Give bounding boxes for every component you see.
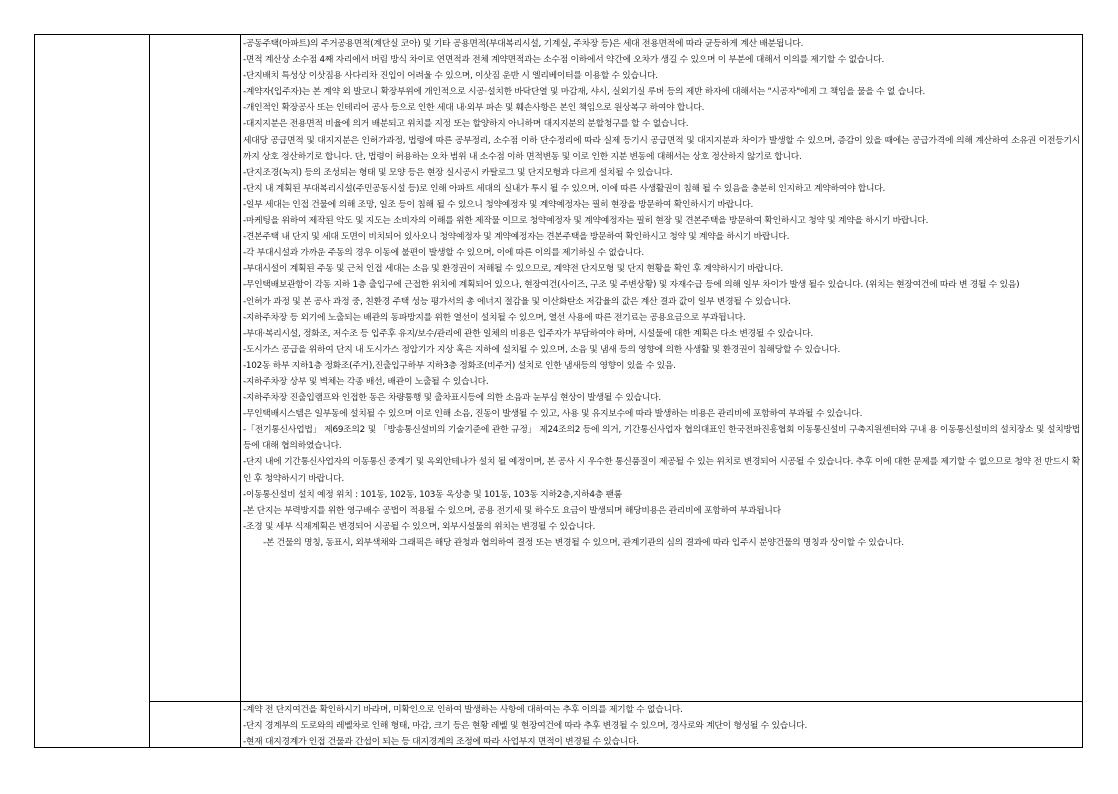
notes-upper-cell — [243, 36, 1080, 700]
notice-item: -현재 대지경계가 인접 건물과 간섭이 되는 등 대지경계의 조정에 따라 사업부지 면적이 변경될 수 있습니다. — [243, 737, 639, 748]
notice-item: -면적 계산상 소수점 4째 자리에서 버림 방식 차이로 연면적과 전체 계약면적과는 소수점 이하에서 약간에 오차가 생길 수 있으며 이 부분에 대해서 이의를 제기할 수 없습니다. — [243, 55, 885, 66]
notice-item: -단지조경(녹지) 등의 조성되는 형태 및 모양 등은 현장 실시공시 카탈로그 및 단지모형과 다르게 설치될 수 있습니다. — [243, 167, 673, 178]
notice-item: 세대당 공급면적 및 대지지분은 인허가과정, 법령에 따른 공부정리, 소수점 이하 단수정리에 따라 실제 등기시 공급면적 및 대지지분과 차이가 발생할 수 있으며, 증감이 있을 때에는 공급가격에 의해 계산하여 소유권 이전등기시까지 상호 정산하기로 합니다. 단, 법령이 허용하는 오차 범위 내 소수점 이하 면적변동 및 이로 인한 지분 변동에 대해서는 상호 정산하지 않기로 합니다. — [243, 135, 1080, 162]
notice-item: -각 부대시설과 가까운 주동의 경우 이동에 불편이 발생할 수 있으며, 이에 따른 이의를 제기하실 수 없습니다. — [243, 248, 644, 259]
notice-item: -지하주차장 등 외기에 노출되는 배관의 동파방지를 위한 열선이 설치될 수 있으며, 열선 사용에 따른 전기료는 공용요금으로 부과됩니다. — [243, 312, 746, 323]
notice-item: -지하주차장 상부 및 벽체는 각종 배선, 배관이 노출될 수 있습니다. — [243, 376, 489, 387]
column-divider-1 — [149, 35, 150, 747]
notice-item: -「전기통신사업법」 제69조의2 및 「방송통신설비의 기술기준에 관한 규정」 제24조의2 등에 의거, 기간통신사업자 협의대표인 한국전파진흥협회 이동통신설비 구축지원센터와 구내 용 이동통신설비의 설치장소 및 설치방법 등에 대해 협의하였습니다. — [243, 425, 1080, 452]
notice-item: -102동 하부 지하1층 정화조(주거),진출입구하부 지하3층 정화조(비주거) 설치로 인한 냄새등의 영향이 있을 수 있음. — [243, 360, 676, 371]
notes-lower-cell — [243, 702, 1080, 748]
notice-item: -무인택배보관함이 각동 지하 1층 출입구에 근접한 위치에 계획되어 있으나, 현장여건(사이즈, 구조 및 주변상황) 및 자재수급 등에 의해 일부 차이가 발생 될수 있습니다. (위치는 현장여건에 따라 변 경될 수 있음) — [243, 280, 1020, 291]
notice-item: -본 건물의 명칭, 동표시, 외부색채와 그래픽은 해당 관청과 협의하여 결정 또는 변경될 수 있으며, 관계기관의 심의 결과에 따라 입주시 분양건물의 명칭과 상이할 수 있습니다. — [263, 537, 904, 548]
notice-item: -견본주택 내 단지 및 세대 도면이 비치되어 있사오니 청약예정자 및 계약예정자는 견본주택을 방문하여 확인하시고 청약 및 계약을 하시기 바랍니다. — [243, 232, 790, 243]
notice-item: -계약자(입주자)는 본 계약 외 발코니 확장부위에 개인적으로 시공·설치한 바닥단열 및 마감재, 샤시, 실외기실 루버 등의 제반 하자에 대해서는 "시공자"에게 그 책임을 물을 수 없 습니다. — [243, 87, 926, 98]
notice-item: -공동주택(아파트)의 주거공용면적(계단실 코아) 및 기타 공용면적(부대복리시설, 기계실, 주차장 등)은 세대 전용면적에 따라 균등하게 계산 배분됩니다. — [243, 39, 804, 49]
notice-item: -무인택배시스템은 일부동에 설치될 수 있으며 이로 인해 소음, 진동이 발생될 수 있고, 사용 및 유지보수에 따라 발생하는 비용은 관리비에 포함하여 부과될 수 있습니다. — [243, 409, 863, 420]
notice-item: -부대시설이 계획된 주동 및 근처 인접 세대는 소음 및 환경권이 저해될 수 있으므로, 계약전 단지모형 및 단지 현황을 확인 후 계약하시기 바랍니다. — [243, 264, 783, 275]
notice-item: -계약 전 단지여건을 확인하시기 바라며, 미확인으로 인하여 발생하는 사항에 대하여는 추후 이의를 제기할 수 없습니다. — [243, 705, 683, 715]
notice-item: -단지 내에 기간통신사업자의 이동통신 중계기 및 옥외안테나가 설치 될 예정이며, 본 공사 시 우수한 통신품질이 제공될 수 있는 위치로 변경되어 시공될 수 있습니다. 추후 이에 대한 문제를 제기할 수 없으므로 청약 전 반드시 확인 후 청약하시기 바랍니다. — [243, 457, 1080, 484]
notice-item: -마케팅을 위하여 제작된 악도 및 지도는 소비자의 이해를 위한 제작물 이므로 청약예정자 및 계약예정자는 필히 현장 및 견본주택을 방문하여 확인하시고 청약 및 계약을 하시기 바랍니다. — [243, 216, 929, 227]
notice-item: -본 단지는 부력방지를 위한 영구배수 공법이 적용될 수 있으며, 공용 전기세 및 하수도 요금이 발생되며 해당비용은 관리비에 포함하여 부과됩니다 — [243, 505, 781, 516]
notice-item: -대지지분은 전용면적 비율에 의거 배분되고 위치를 지정 또는 할양하지 아니하며 대지지분의 분할청구를 할 수 없습니다. — [243, 119, 689, 130]
notice-item: -일부 세대는 인접 건물에 의해 조망, 일조 등이 침해 될 수 있으니 청약예정자 및 계약예정자는 필히 현장을 방문하여 확인하시기 바랍니다. — [243, 199, 754, 210]
notice-item: -단지배치 특성상 이삿짐용 사다리차 진입이 어려울 수 있으며, 이삿짐 운반 시 엘리베이터를 이용할 수 있습니다. — [243, 71, 658, 82]
notice-item: -도시가스 공급을 위하여 단지 내 도시가스 정압기가 지상 혹은 지하에 설치될 수 있으며, 소음 및 냄새 등의 영향에 의한 사생활 및 환경권이 침해당할 수 있습니다. — [243, 344, 840, 355]
notice-item: -개인적인 확장공사 또는 인테리어 공사 등으로 인한 세대 내·외부 파손 및 훼손사항은 본인 책임으로 원상복구 하여야 합니다. — [243, 103, 705, 114]
column-divider-2 — [240, 35, 241, 747]
notice-item: -지하주차장 진출입램프와 인접한 동은 차량통행 및 출차표시등에 의한 소음과 눈부심 현상이 발생될 수 있습니다. — [243, 393, 661, 404]
notice-item: -부대·복리시설, 정화조, 저수조 등 입주후 유지/보수/관리에 관한 일체의 비용은 입주자가 부담하여야 하며, 시설물에 대한 계획은 다소 변경될 수 있습니다. — [243, 328, 814, 339]
notice-item: -단지 내 계획된 부대복리시설(주민공동시설 등)로 인해 아파트 세대의 실내가 투시 될 수 있으며, 이에 따른 사생활권이 침해 될 수 있음을 충분히 인지하고 계약하여야 합니다. — [243, 183, 886, 194]
notice-item: -단지 경계부의 도로와의 레벨차로 인해 형태, 마감, 크기 등은 현황 레벨 및 현장여건에 따라 추후 변경될 수 있으며, 경사로와 계단이 형성될 수 있습니다. — [243, 721, 807, 732]
notice-item: -이동통신설비 설치 예정 위치 : 101동, 102동, 103동 옥상층 및 101동, 103동 지하2층,지하4층 팬룸 — [243, 489, 623, 500]
notice-item: -조경 및 세부 식재계획은 변경되어 시공될 수 있으며, 외부시설물의 위치는 변경될 수 있습니다. — [243, 521, 595, 532]
notice-item: -인허가 과정 및 본 공사 과정 중, 친환경 주택 성능 평가서의 총 에너지 절감율 및 이산화탄소 저감율의 값은 계산 결과 값이 일부 변경될 수 있습니다. — [243, 296, 791, 307]
notice-table — [34, 34, 1083, 748]
